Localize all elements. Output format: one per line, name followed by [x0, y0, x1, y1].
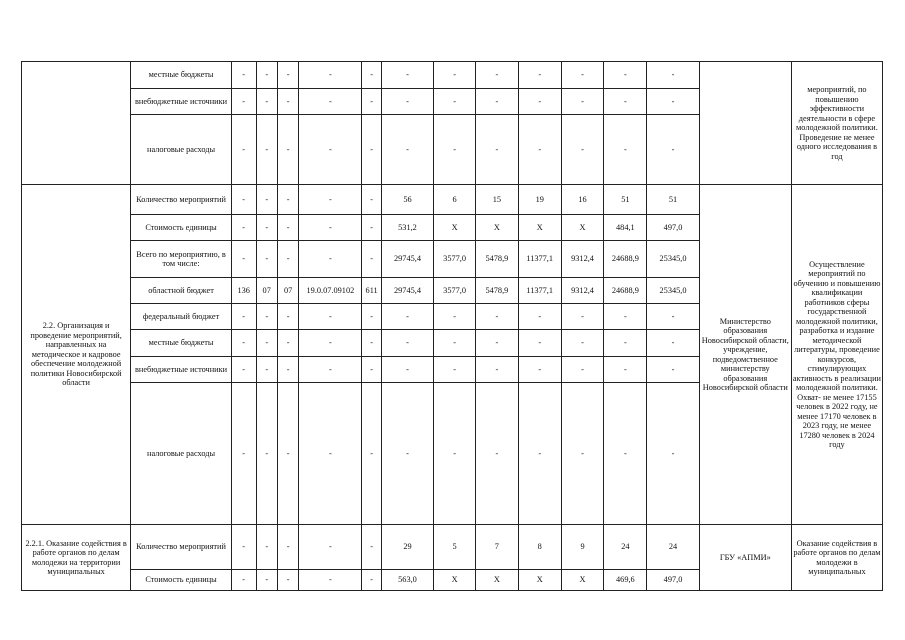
value-cell: - [277, 330, 298, 357]
value-cell: X [475, 570, 518, 591]
value-cell: - [362, 185, 381, 215]
value-cell: - [475, 357, 518, 383]
value-cell: 497,0 [647, 215, 699, 241]
value-cell: - [434, 330, 476, 357]
value-cell: - [561, 115, 604, 185]
value-cell: - [434, 304, 476, 330]
value-cell: 56 [381, 185, 433, 215]
value-cell: - [231, 383, 256, 525]
value-cell: - [647, 89, 699, 115]
description-cell: мероприятий, по повышению эффективности деятельности в сфере молодежной политики. Проведение не менее одного исследования в год [791, 62, 882, 185]
value-cell: - [604, 62, 647, 89]
row-label: внебюджетные источники [131, 357, 232, 383]
value-cell: - [231, 89, 256, 115]
value-cell: 611 [362, 278, 381, 304]
value-cell: - [518, 304, 561, 330]
value-cell: - [231, 330, 256, 357]
value-cell: - [362, 62, 381, 89]
value-cell: - [647, 357, 699, 383]
value-cell: - [518, 330, 561, 357]
value-cell: - [299, 570, 362, 591]
value-cell: 19 [518, 185, 561, 215]
value-cell: - [256, 89, 277, 115]
value-cell: - [434, 383, 476, 525]
value-cell: - [362, 215, 381, 241]
value-cell: - [299, 185, 362, 215]
value-cell: X [434, 570, 476, 591]
value-cell: - [604, 383, 647, 525]
value-cell: 07 [256, 278, 277, 304]
value-cell: - [362, 304, 381, 330]
value-cell: 3577,0 [434, 241, 476, 278]
value-cell: - [256, 570, 277, 591]
value-cell: - [434, 115, 476, 185]
value-cell: X [561, 215, 604, 241]
value-cell: - [256, 115, 277, 185]
value-cell: - [256, 525, 277, 570]
value-cell: - [362, 89, 381, 115]
row-label: налоговые расходы [131, 383, 232, 525]
value-cell: - [231, 525, 256, 570]
value-cell: - [277, 304, 298, 330]
value-cell: 24 [647, 525, 699, 570]
value-cell: - [434, 89, 476, 115]
value-cell: - [475, 304, 518, 330]
description-cell: Осуществление мероприятий по обучению и повышению квалификации работников сферы государственной молодежной политики, разработка и издание методической литературы, проведение конкурсов, стимулирующих активность в реализации молодежной политики. Охват- не менее 17155 человек в 2022 году, не менее 17170 человек в 2023 году, не менее 17280 человек в 2024 году [791, 185, 882, 525]
value-cell: - [647, 383, 699, 525]
value-cell: 7 [475, 525, 518, 570]
value-cell: - [381, 383, 433, 525]
value-cell: - [362, 330, 381, 357]
value-cell: - [299, 215, 362, 241]
value-cell: - [277, 570, 298, 591]
value-cell: - [256, 62, 277, 89]
row-label: федеральный бюджет [131, 304, 232, 330]
value-cell: - [561, 62, 604, 89]
value-cell: X [434, 215, 476, 241]
value-cell: - [231, 62, 256, 89]
row-label: внебюджетные источники [131, 89, 232, 115]
value-cell: X [518, 215, 561, 241]
value-cell: - [518, 115, 561, 185]
value-cell: - [561, 304, 604, 330]
table-row [22, 525, 883, 570]
value-cell: - [256, 330, 277, 357]
value-cell: - [299, 115, 362, 185]
value-cell: 19.0.07.09102 [299, 278, 362, 304]
value-cell: - [475, 62, 518, 89]
value-cell: - [231, 357, 256, 383]
value-cell: - [475, 383, 518, 525]
activity-name-2-2: 2.2. Организация и проведение мероприятий, направленных на методическое и кадровое обеспечение молодежной политики Новосибирской области [22, 185, 131, 525]
value-cell: - [299, 525, 362, 570]
value-cell: 16 [561, 185, 604, 215]
value-cell: 5478,9 [475, 278, 518, 304]
value-cell: - [604, 330, 647, 357]
row-label: Стоимость единицы [131, 215, 232, 241]
value-cell: 11377,1 [518, 278, 561, 304]
value-cell: 3577,0 [434, 278, 476, 304]
value-cell: - [231, 185, 256, 215]
executor-cell: ГБУ «АПМИ» [699, 525, 791, 591]
value-cell: 25345,0 [647, 241, 699, 278]
row-label: Количество мероприятий [131, 525, 232, 570]
row-label: местные бюджеты [131, 62, 232, 89]
value-cell: - [299, 62, 362, 89]
value-cell: - [277, 383, 298, 525]
value-cell: - [299, 89, 362, 115]
value-cell: - [277, 185, 298, 215]
value-cell: 469,6 [604, 570, 647, 591]
row-label: налоговые расходы [131, 115, 232, 185]
row-label: Всего по мероприятию, в том числе: [131, 241, 232, 278]
value-cell: 136 [231, 278, 256, 304]
value-cell: - [604, 115, 647, 185]
row-label: местные бюджеты [131, 330, 232, 357]
value-cell: - [362, 357, 381, 383]
value-cell: 8 [518, 525, 561, 570]
value-cell: 24688,9 [604, 278, 647, 304]
value-cell: - [231, 115, 256, 185]
value-cell: - [604, 304, 647, 330]
value-cell: 29745,4 [381, 241, 433, 278]
value-cell: - [256, 304, 277, 330]
value-cell: - [475, 115, 518, 185]
value-cell: - [362, 525, 381, 570]
value-cell: - [647, 304, 699, 330]
value-cell: - [277, 357, 298, 383]
value-cell: - [277, 62, 298, 89]
value-cell: - [299, 383, 362, 525]
value-cell: - [277, 525, 298, 570]
value-cell: - [362, 570, 381, 591]
value-cell: - [518, 62, 561, 89]
value-cell: - [561, 330, 604, 357]
value-cell: - [256, 357, 277, 383]
value-cell: - [381, 115, 433, 185]
value-cell: - [277, 215, 298, 241]
value-cell: - [561, 357, 604, 383]
value-cell: X [518, 570, 561, 591]
value-cell: - [604, 89, 647, 115]
value-cell: - [381, 330, 433, 357]
value-cell: 29 [381, 525, 433, 570]
value-cell: - [381, 62, 433, 89]
value-cell: - [561, 383, 604, 525]
value-cell: 497,0 [647, 570, 699, 591]
value-cell: 9312,4 [561, 241, 604, 278]
value-cell: 9 [561, 525, 604, 570]
value-cell: 15 [475, 185, 518, 215]
value-cell: - [256, 185, 277, 215]
value-cell: - [277, 89, 298, 115]
value-cell: - [256, 241, 277, 278]
value-cell: - [277, 241, 298, 278]
description-cell: Оказание содействия в работе органов по делам молодежи в муниципальных [791, 525, 882, 591]
table-row [22, 185, 883, 215]
value-cell: - [299, 357, 362, 383]
activity-name-2-2-1: 2.2.1. Оказание содействия в работе органов по делам молодежи на территории муниципальных [22, 525, 131, 591]
value-cell: - [256, 215, 277, 241]
value-cell: 9312,4 [561, 278, 604, 304]
value-cell: - [381, 357, 433, 383]
value-cell: 25345,0 [647, 278, 699, 304]
value-cell: 07 [277, 278, 298, 304]
name-cell-empty [22, 62, 131, 185]
value-cell: - [362, 115, 381, 185]
value-cell: - [231, 215, 256, 241]
value-cell: 5 [434, 525, 476, 570]
value-cell: - [518, 89, 561, 115]
value-cell: 24 [604, 525, 647, 570]
value-cell: - [299, 330, 362, 357]
value-cell: 29745,4 [381, 278, 433, 304]
value-cell: 6 [434, 185, 476, 215]
executor-cell-empty [699, 62, 791, 185]
value-cell: 563,0 [381, 570, 433, 591]
value-cell: 5478,9 [475, 241, 518, 278]
row-label: Количество мероприятий [131, 185, 232, 215]
value-cell: - [231, 241, 256, 278]
value-cell: - [256, 383, 277, 525]
value-cell: - [231, 304, 256, 330]
value-cell: 51 [647, 185, 699, 215]
value-cell: - [518, 357, 561, 383]
value-cell: 531,2 [381, 215, 433, 241]
value-cell: - [647, 330, 699, 357]
value-cell: - [434, 357, 476, 383]
value-cell: - [475, 89, 518, 115]
value-cell: X [561, 570, 604, 591]
value-cell: - [231, 570, 256, 591]
value-cell: - [647, 115, 699, 185]
program-table [21, 61, 883, 591]
value-cell: - [518, 383, 561, 525]
value-cell: 484,1 [604, 215, 647, 241]
value-cell: X [475, 215, 518, 241]
row-label: областной бюджет [131, 278, 232, 304]
value-cell: 11377,1 [518, 241, 561, 278]
value-cell: 24688,9 [604, 241, 647, 278]
value-cell: - [434, 62, 476, 89]
value-cell: 51 [604, 185, 647, 215]
value-cell: - [561, 89, 604, 115]
table-row [22, 62, 883, 89]
value-cell: - [277, 115, 298, 185]
value-cell: - [381, 304, 433, 330]
value-cell: - [475, 330, 518, 357]
value-cell: - [362, 383, 381, 525]
value-cell: - [647, 62, 699, 89]
value-cell: - [299, 241, 362, 278]
value-cell: - [381, 89, 433, 115]
value-cell: - [299, 304, 362, 330]
value-cell: - [362, 241, 381, 278]
value-cell: - [604, 357, 647, 383]
executor-cell: Министерство образования Новосибирской области, учреждение, подведомственное министерству образования Новосибирской области [699, 185, 791, 525]
row-label: Стоимость единицы [131, 570, 232, 591]
